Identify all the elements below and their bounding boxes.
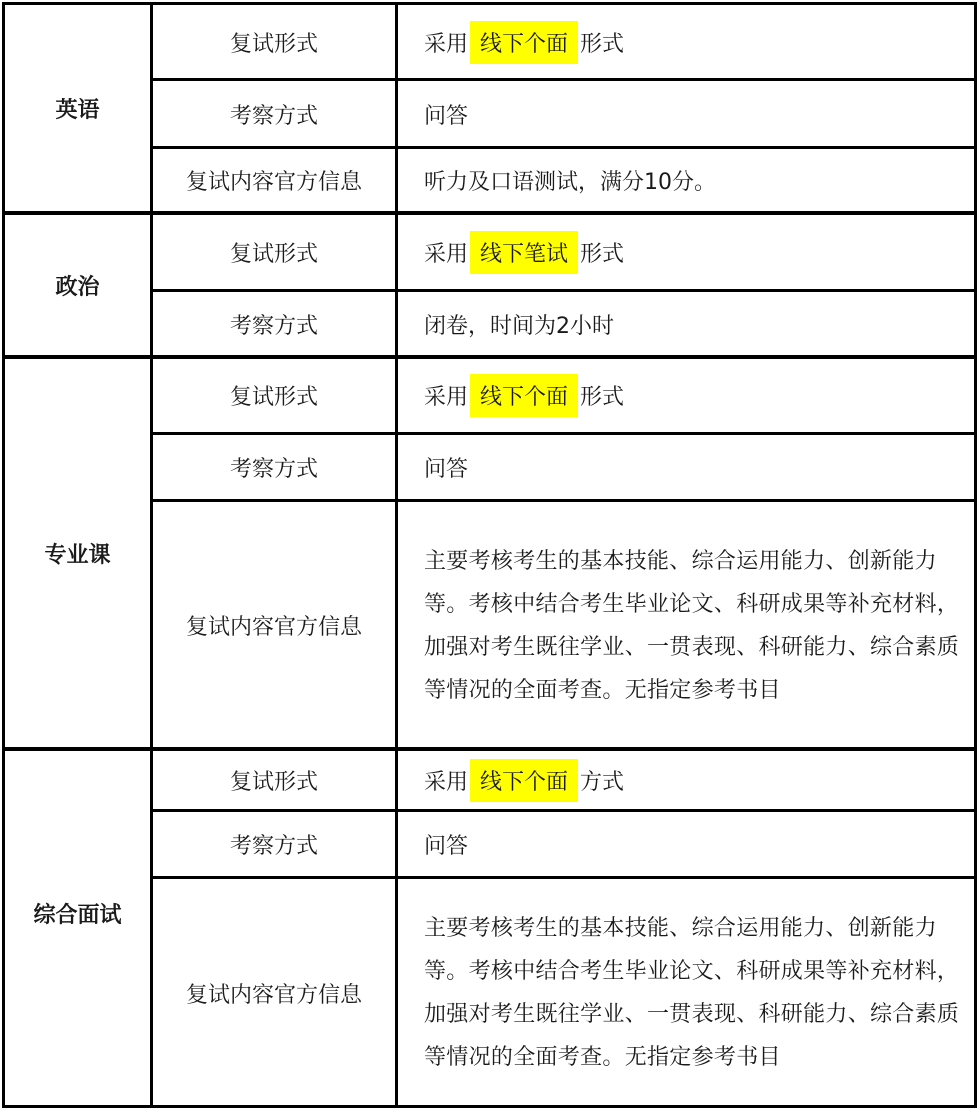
value-suffix: 形式 bbox=[580, 385, 625, 410]
value-cell bbox=[395, 5, 974, 79]
label-cell: 复试形式 bbox=[150, 751, 395, 809]
value-cell: 听力及口语测试，满分10分。 bbox=[395, 149, 974, 212]
subject-cell: 综合面试 bbox=[33, 902, 122, 928]
highlight-text: 线下个面 bbox=[470, 374, 578, 417]
value-paragraph: 主要考核考生的基本技能、综合运用能力、创新能力等。考核中结合考生毕业论文、科研成果等补充材料，加强对考生既往学业、一贯表现、科研能力、综合素质等情况的全面考查。无指定参考书目 bbox=[424, 916, 960, 1070]
table-row bbox=[5, 435, 974, 500]
value-suffix: 形式 bbox=[580, 241, 625, 267]
label-cell: 复试形式 bbox=[150, 5, 395, 79]
label-cell: 复试内容官方信息 bbox=[150, 879, 395, 1107]
value-suffix: 方式 bbox=[580, 769, 625, 795]
label-cell: 考察方式 bbox=[150, 812, 395, 876]
label-cell: 考察方式 bbox=[150, 81, 395, 147]
value-suffix: 形式 bbox=[580, 31, 625, 57]
value-prefix: 采用 bbox=[424, 241, 469, 267]
retest-info-table bbox=[2, 2, 977, 1108]
value-cell bbox=[395, 359, 974, 432]
value-cell: 问答 bbox=[395, 435, 974, 500]
table-row bbox=[5, 359, 974, 432]
table-row bbox=[5, 812, 974, 876]
table-row bbox=[5, 879, 974, 1107]
table-row bbox=[5, 502, 974, 749]
table-row bbox=[5, 292, 974, 357]
value-paragraph: 主要考核考生的基本技能、综合运用能力、创新能力等。考核中结合考生毕业论文、科研成果等补充材料，加强对考生既往学业、一贯表现、科研能力、综合素质等情况的全面考查。无指定参考书目 bbox=[424, 548, 960, 703]
table-row bbox=[5, 149, 974, 212]
label-cell: 复试内容官方信息 bbox=[150, 149, 395, 212]
label-cell: 复试形式 bbox=[150, 359, 395, 432]
value-cell: 问答 bbox=[395, 81, 974, 147]
value-prefix: 采用 bbox=[424, 769, 469, 795]
value-cell: 闭卷，时间为2小时 bbox=[395, 292, 974, 357]
value-prefix: 采用 bbox=[424, 31, 469, 57]
table-row bbox=[5, 5, 974, 79]
value-cell bbox=[395, 502, 974, 749]
table-row bbox=[5, 751, 974, 809]
table-row bbox=[5, 81, 974, 147]
label-cell: 复试形式 bbox=[150, 215, 395, 289]
value-cell bbox=[395, 215, 974, 289]
value-cell bbox=[395, 751, 974, 809]
table-row bbox=[5, 215, 974, 289]
subject-cell: 专业课 bbox=[44, 543, 111, 568]
label-cell: 复试内容官方信息 bbox=[150, 502, 395, 749]
highlight-text: 线下个面 bbox=[470, 21, 578, 64]
subject-cell: 英语 bbox=[55, 97, 100, 123]
value-cell: 问答 bbox=[395, 812, 974, 876]
subject-cell: 政治 bbox=[55, 274, 100, 300]
value-cell bbox=[395, 879, 974, 1107]
label-cell: 考察方式 bbox=[150, 292, 395, 357]
highlight-text: 线下个面 bbox=[470, 759, 578, 802]
value-prefix: 采用 bbox=[424, 385, 469, 410]
highlight-text: 线下笔试 bbox=[470, 231, 578, 274]
label-cell: 考察方式 bbox=[150, 435, 395, 500]
